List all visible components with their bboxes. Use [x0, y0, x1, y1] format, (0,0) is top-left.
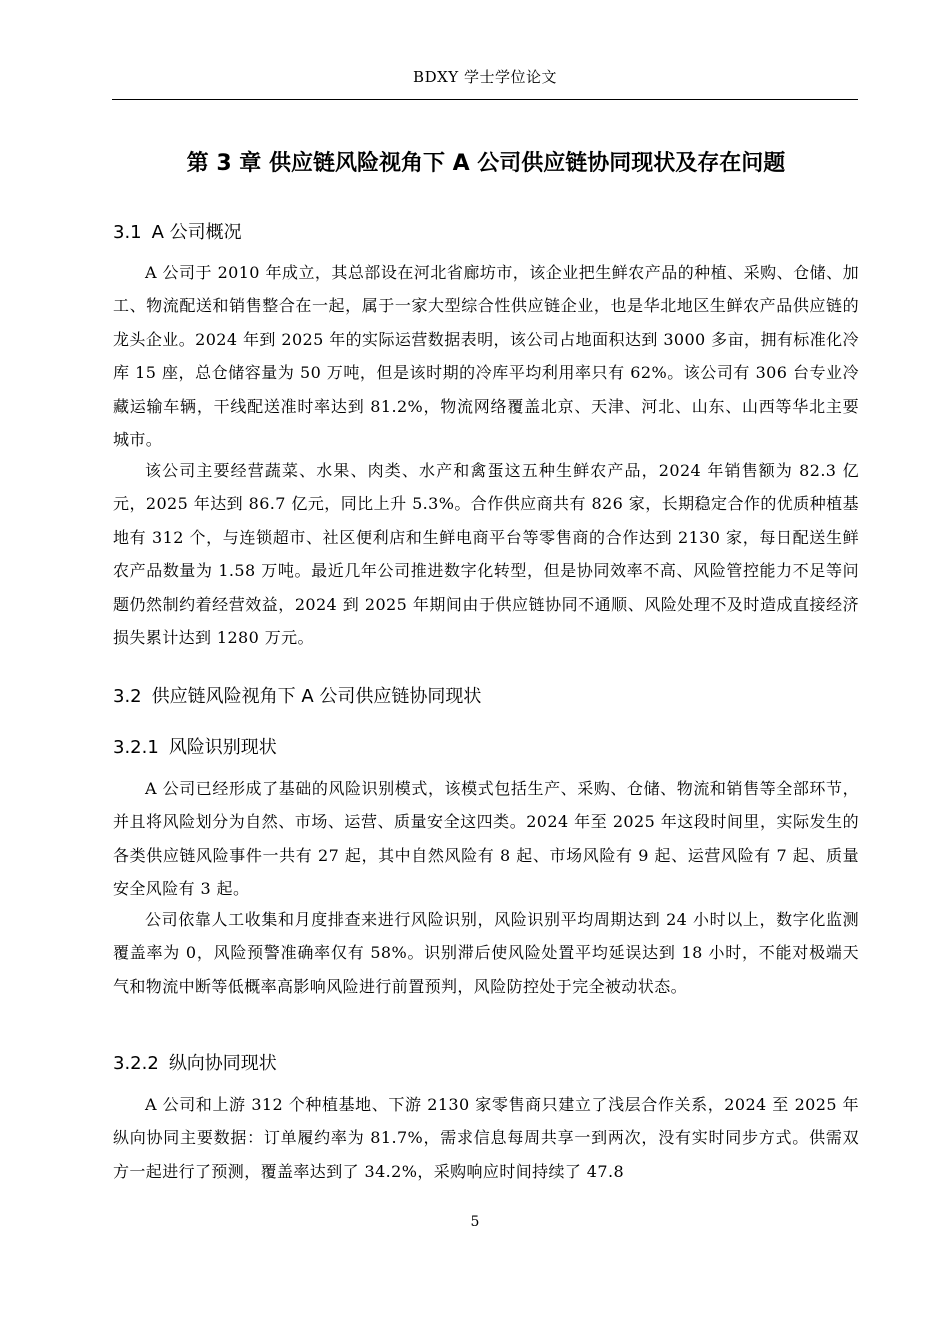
paragraph: 该公司主要经营蔬菜、水果、肉类、水产和禽蛋这五种生鲜农产品，2024 年销售额为 82.3 亿元，2025 年达到 86.7 亿元，同比上升 5.3%。合作供应商共有 826 家，长期稳定合作的优质种植基地有 312 个，与连锁超市、社区便利店和生鲜电商平台等零售商的合作达到 2130 家，每日配送生鲜农产品数量为 1.58 万吨。最近几年公司推进数字化转型，但是协同效率不高、风险管控能力不足等问题仍然制约着经营效益，2024 到 2025 年期间由于供应链协同不通顺、风险处理不及时造成直接经济损失累计达到 1280 万元。: [113, 461, 859, 648]
paragraph: A 公司已经形成了基础的风险识别模式，该模式包括生产、采购、仓储、物流和销售等全部环节，并且将风险划分为自然、市场、运营、质量安全这四类。2024 年至 2025 年这段时间里，实际发生的各类供应链风险事件一共有 27 起，其中自然风险有 8 起、市场风险有 9 起、运营风险有 7 起、质量安全风险有 3 起。: [113, 779, 859, 899]
page-number: 5: [470, 1214, 480, 1230]
paragraph: A 公司于 2010 年成立，其总部设在河北省廊坊市，该企业把生鲜农产品的种植、采购、仓储、加工、物流配送和销售整合在一起，属于一家大型综合性供应链企业，也是华北地区生鲜农产品供应链的龙头企业。2024 年到 2025 年的实际运营数据表明，该公司占地面积达到 3000 多亩，拥有标准化冷库 15 座，总仓储容量为 50 万吨，但是该时期的冷库平均利用率只有 62%。该公司有 306 台专业冷藏运输车辆，干线配送准时率达到 81.2%，物流网络覆盖北京、天津、河北、山东、山西等华北主要城市。: [113, 263, 859, 450]
section-number: 3.2: [113, 686, 142, 707]
subsection-number: 3.2.2: [113, 1053, 159, 1074]
section-title: A 公司概况: [151, 222, 242, 243]
subsection-heading-3-2-2: [113, 1051, 277, 1077]
paragraph: 公司依靠人工收集和月度排查来进行风险识别，风险识别平均周期达到 24 小时以上，数字化监测覆盖率为 0，风险预警准确率仅有 58%。识别滞后使风险处置平均延误达到 18 小时，不能对极端天气和物流中断等低概率高影响风险进行前置预判，风险防控处于完全被动状态。: [113, 910, 859, 996]
subsection-heading-3-2-1: [113, 735, 277, 761]
subsection-title: 纵向协同现状: [168, 1053, 277, 1074]
section-title: 供应链风险视角下 A 公司供应链协同现状: [151, 686, 482, 707]
section-heading-3-2: [113, 684, 481, 710]
section-heading-3-1: [113, 220, 242, 246]
chapter-title: 第 3 章 供应链风险视角下 A 公司供应链协同现状及存在问题: [186, 151, 786, 176]
header-rule: [112, 99, 858, 100]
running-header: BDXY 学士学位论文: [413, 68, 557, 86]
section-number: 3.1: [113, 222, 142, 243]
subsection-number: 3.2.1: [113, 737, 159, 758]
paragraph: A 公司和上游 312 个种植基地、下游 2130 家零售商只建立了浅层合作关系，2024 至 2025 年纵向协同主要数据：订单履约率为 81.7%，需求信息每周共享一到两次，没有实时同步方式。供需双方一起进行了预测，覆盖率达到了 34.2%，采购响应时间持续了 47.8: [113, 1095, 859, 1181]
subsection-title: 风险识别现状: [168, 737, 277, 758]
